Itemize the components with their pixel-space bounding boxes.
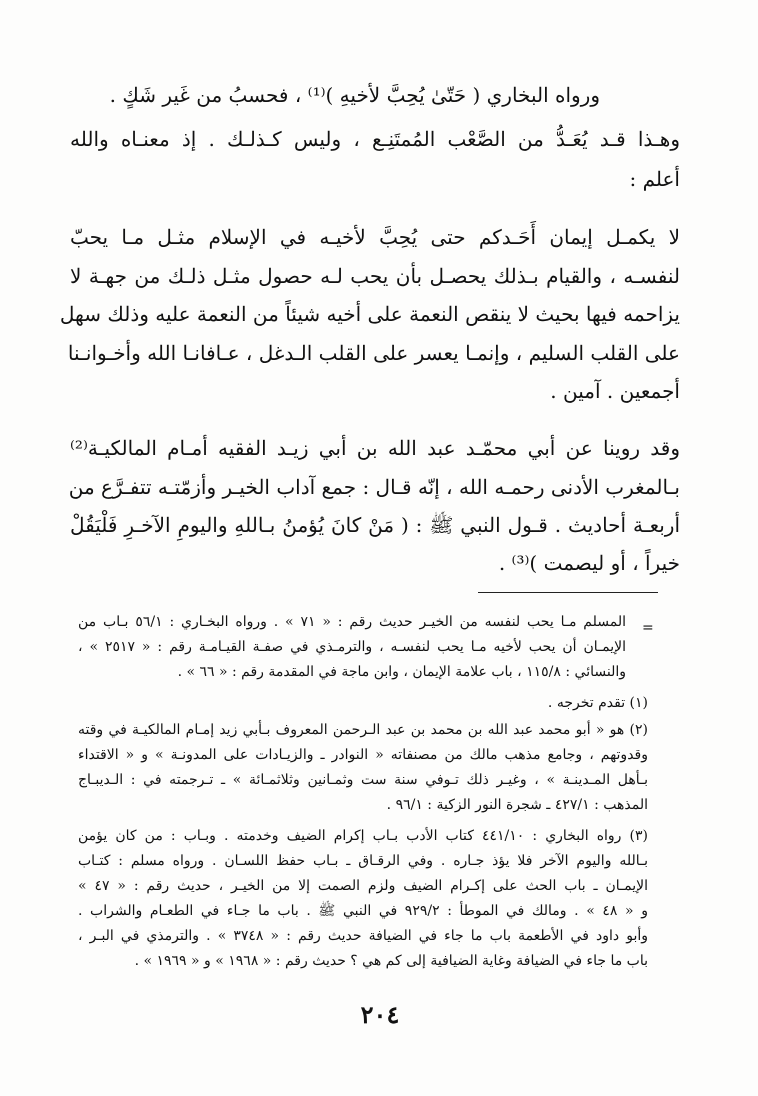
footnote-line: (٢) هو « أبو محمد عبد الله بن محمد بن عبد الـرحمن المعروف بـأبي زيد إمـام المالكيـة في وقته — [78, 722, 648, 738]
footnote-line: وأبو داود في الأطعمة باب ما جاء في الضيافة حديث رقم : « ٣٧٤٨ » . والترمذي في البـر ، — [78, 928, 648, 944]
footnote-line: بـالله واليوم الآخر فلا يؤذ جـاره . وفي الرقـاق ـ بـاب حفظ اللسـان . ورواه مسلم : كتـاب — [78, 853, 648, 869]
footnote-1: (١) تقدم تخرجه . — [547, 695, 648, 711]
body-line: ورواه البخاري ( حَتّىٰ يُحِبَّ لأخيهِ )⁽¹⁾ ، فحسبُ من غَير شَكٍ . — [109, 83, 600, 107]
body-line: أربعـة أحاديث . قـول النبي ﷺ : ( مَنْ كانَ يُؤمنُ بـاللهِ واليومِ الآخـرِ فَلْيَقُلْ — [70, 513, 680, 537]
footnote-line: وقدوتهم ، وجامع مذهب مالك من مصنفاته « النوادر ـ والزيـادات على المدونـة » و « الاقتداء — [78, 747, 648, 763]
body-line: لنفسـه ، والقيام بـذلك يحصـل بأن يحب لـه حصول مثـل ذلـك من جهـة لا — [70, 264, 680, 288]
footnote-line: المسلم مـا يحب لنفسه من الخيـر حديث رقم : « ٧١ » . ورواه البخـاري : ٥٦/١ بـاب من — [78, 614, 626, 630]
continuation-marker: = — [642, 620, 654, 636]
footnote-line: والنسائي : ١١٥/٨ ، باب علامة الإيمان ، وابن ماجة في المقدمة رقم : « ٦٦ » . — [177, 664, 626, 680]
footnote-line: الإيمـان ـ باب الحث على إكـرام الضيف ولزم الصمت إلا من الخيـر ، حديث رقم : « ٤٧ » — [78, 878, 648, 894]
body-line: خيراً ، أو ليصمت )⁽³⁾ . — [498, 551, 680, 575]
body-line: يزاحمه فيها بحيث لا ينقص النعمة على أخيه شيئاً من النعمة عليه وذلك سهل — [59, 302, 680, 326]
footnote-line: بـأهل المـدينـة » ، وغيـر ذلك تـوفي سنة ست وثمـانين وثلاثمـائة » ـ تـرجمته في : الـديبـاج — [78, 772, 648, 788]
footnote-line: الإيمـان أن يحب لأخيه مـا يحب لنفسـه ، والترمـذي في صفـة القيـامـة رقم : « ٢٥١٧ » ، — [78, 639, 627, 655]
page-number: ٢٠٤ — [360, 1000, 400, 1029]
body-line: بـالمغرب الأدنى رحمـه الله ، إنّه قـال : جمع آداب الخيـر وأزمّتـه تتفـرَّع من — [68, 475, 680, 499]
footnote-line: (٣) رواه البخاري : ٤٤١/١٠ كتاب الأدب بـاب إكرام الضيف وخدمته . وبـاب : من كان يؤمن — [78, 828, 648, 844]
footnote-line: المذهب : ٤٢٧/١ ـ شجرة النور الزكية : ٩٦/١ . — [386, 797, 648, 813]
body-line: وهـذا قـد يُعَـدُّ من الصَّعْب المُمتَنِـع ، وليس كـذلـك . إذ معنـاه والله — [70, 127, 680, 151]
footnote-line: باب ما جاء في الضيافة وغاية الضيافية إلى كم هي ؟ حديث رقم : « ١٩٦٨ » و « ١٩٦٩ » . — [134, 953, 648, 969]
body-line: أعلم : — [629, 167, 680, 191]
body-line: على القلب السليم ، وإنمـا يعسر على القلب الـدغل ، عـافانـا الله وأخـوانـنا — [67, 341, 680, 365]
body-line: أجمعين . آمين . — [550, 379, 680, 403]
footnote-separator — [478, 592, 658, 593]
footnote-line: و « ٤٨ » . ومالك في الموطأ : ٩٢٩/٢ في النبي ﷺ . باب ما جـاء في الطعـام والشراب . — [78, 903, 648, 919]
body-line: وقد روينا عن أبي محمّـد عبد الله بن أبي زيـد الفقيه أمـام المالكيـة⁽²⁾ — [70, 436, 680, 460]
body-line: لا يكمـل إيمان أَحَـدكم حتى يُحِبَّ لأخيـه في الإسلام مثـل مـا يحبّ — [70, 225, 680, 249]
